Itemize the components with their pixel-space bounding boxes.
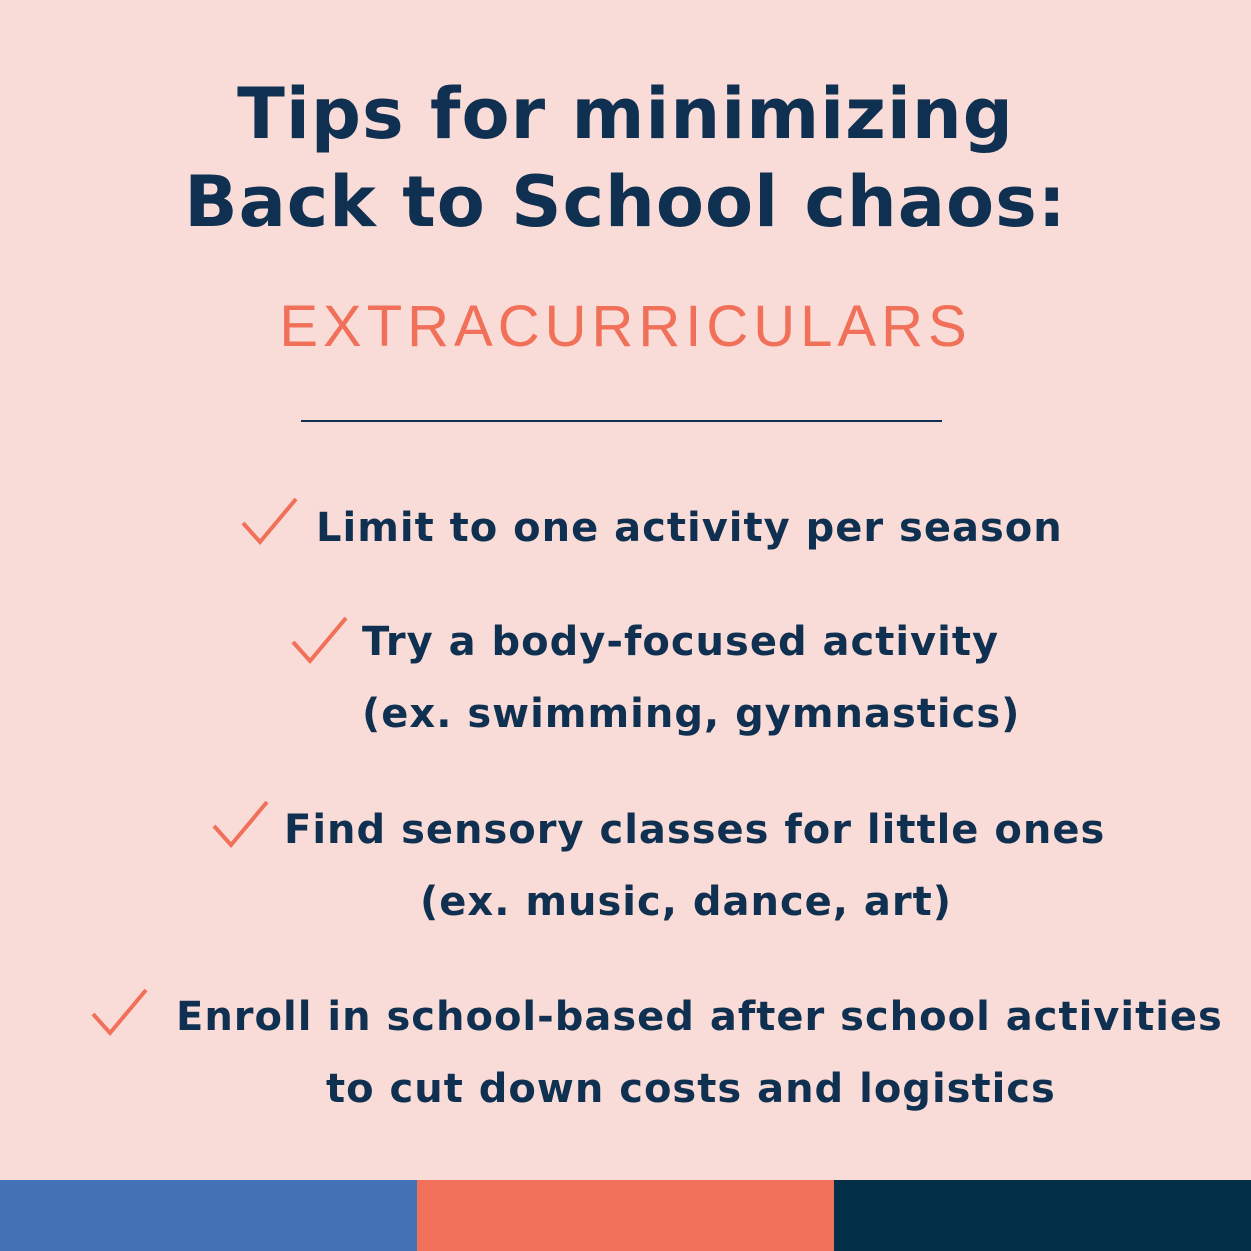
tip-item	[362, 617, 1020, 739]
footer-color-bars	[0, 1180, 1251, 1251]
title-line-1: Tips for minimizing	[237, 73, 1014, 155]
tip-example: (ex. music, dance, art)	[420, 879, 953, 925]
title-line-2: Back to School chaos:	[184, 161, 1067, 243]
tip-item-continued	[326, 1064, 1056, 1114]
checkmark-icon	[240, 497, 300, 549]
section-subtitle: EXTRACURRICULARS	[279, 294, 972, 359]
checkmark-icon	[290, 616, 350, 668]
divider	[301, 420, 942, 422]
navy-bar	[834, 1180, 1251, 1251]
blue-bar	[0, 1180, 417, 1251]
tip-text: Try a body-focused activity	[362, 619, 1000, 665]
tip-item	[284, 805, 1105, 855]
coral-bar	[417, 1180, 834, 1251]
checkmark-icon	[211, 800, 271, 852]
tip-text: Limit to one activity per season	[316, 505, 1063, 551]
page-title	[0, 70, 1251, 246]
tip-text: Find sensory classes for little ones	[284, 807, 1106, 853]
tip-item	[316, 503, 1063, 553]
tip-item	[176, 992, 1223, 1042]
tip-example: (ex. swimming, gymnastics)	[362, 691, 1021, 737]
tip-item-continued	[420, 877, 952, 927]
checkmark-icon	[90, 988, 150, 1040]
tip-text: to cut down costs and logistics	[326, 1066, 1056, 1112]
tip-text: Enroll in school-based after school activities	[176, 994, 1223, 1040]
